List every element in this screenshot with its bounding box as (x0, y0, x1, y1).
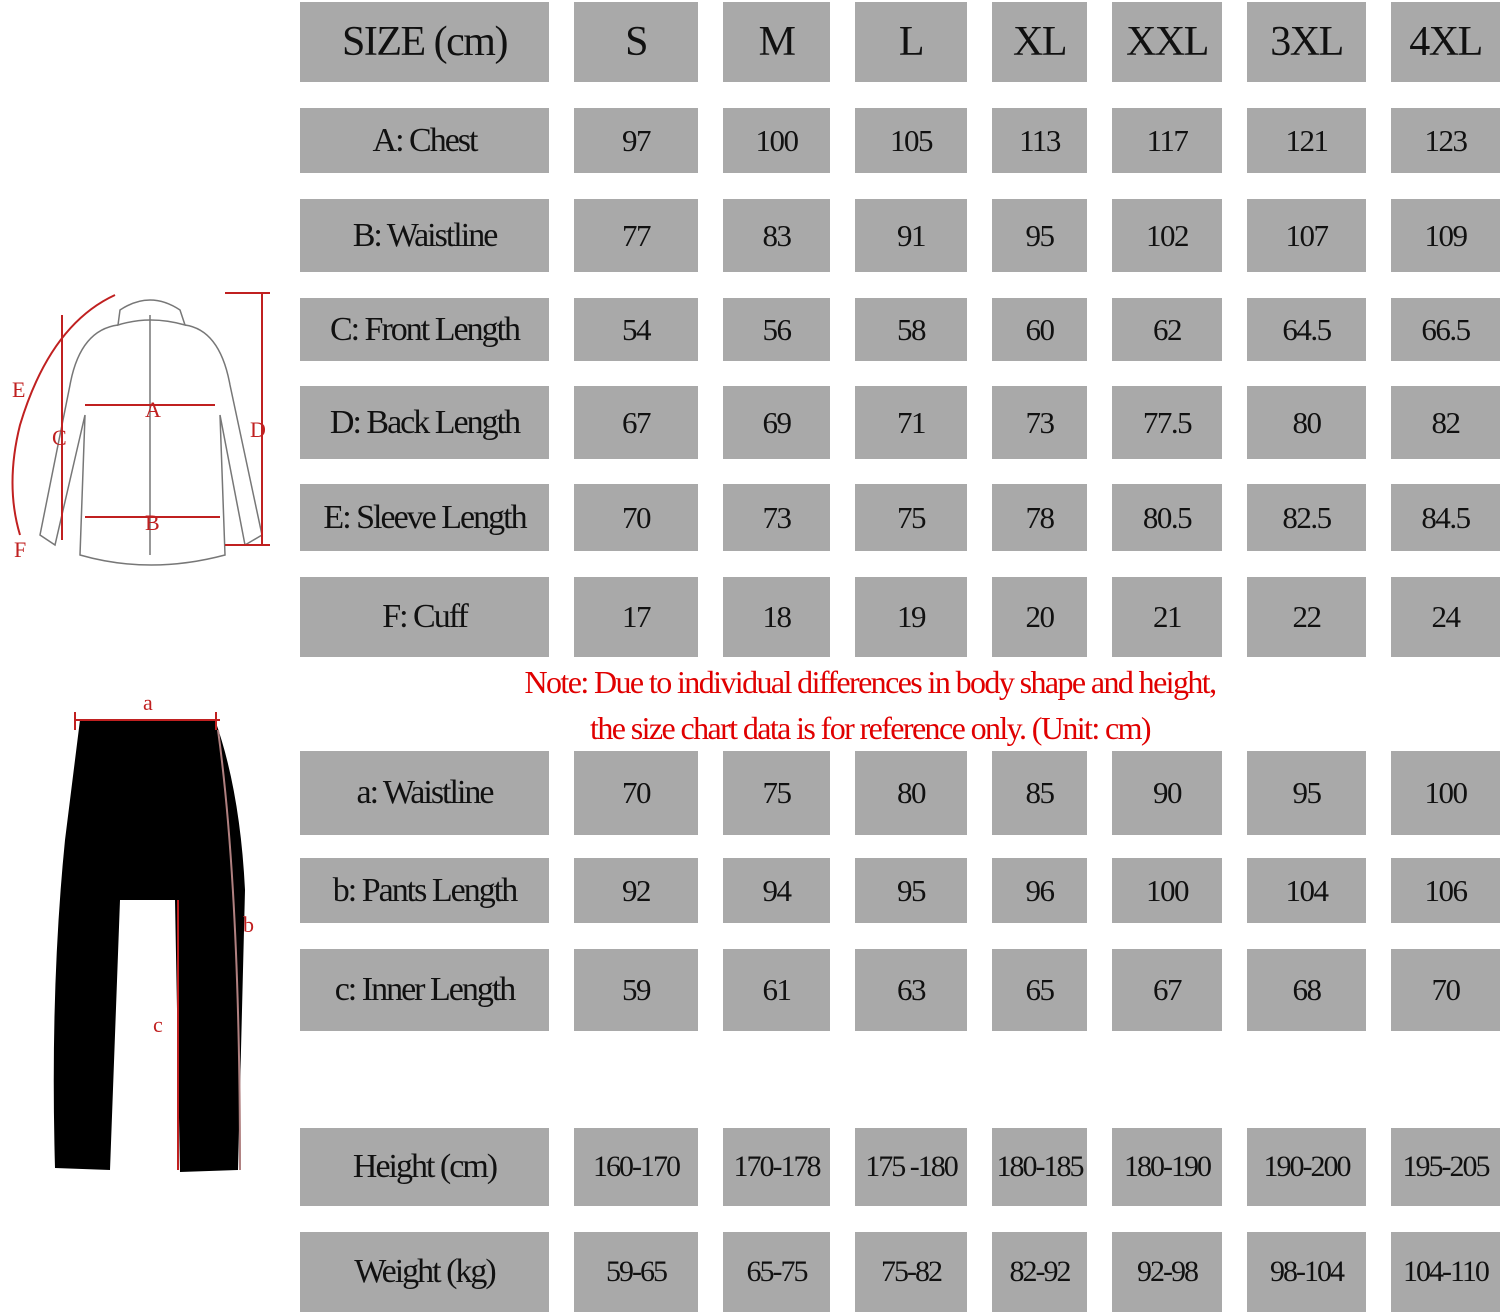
size-value-cell: 70 (574, 751, 698, 835)
size-value-cell: 104-110 (1391, 1232, 1500, 1312)
header-size: XXL (1112, 2, 1222, 82)
header-size: S (574, 2, 698, 82)
row-label: B: Waistline (300, 199, 549, 272)
size-value-cell: 83 (723, 199, 830, 272)
size-value-cell: 92-98 (1112, 1232, 1222, 1312)
row-label: E: Sleeve Length (300, 484, 549, 551)
marker-a: a (143, 690, 153, 715)
size-value-cell: 75-82 (855, 1232, 967, 1312)
size-value-cell: 75 (855, 484, 967, 551)
size-value-cell: 95 (992, 199, 1087, 272)
size-value-cell: 21 (1112, 577, 1222, 657)
row-label: Weight (kg) (300, 1232, 549, 1312)
size-value-cell: 96 (992, 858, 1087, 923)
size-value-cell: 105 (855, 108, 967, 173)
size-value-cell: 102 (1112, 199, 1222, 272)
header-label: SIZE (cm) (300, 2, 549, 82)
size-value-cell: 64.5 (1247, 298, 1366, 361)
size-value-cell: 19 (855, 577, 967, 657)
size-value-cell: 67 (1112, 949, 1222, 1031)
marker-c: c (153, 1012, 163, 1037)
row-label: D: Back Length (300, 386, 549, 459)
size-value-cell: 58 (855, 298, 967, 361)
row-label: b: Pants Length (300, 858, 549, 923)
size-value-cell: 91 (855, 199, 967, 272)
header-size: L (855, 2, 967, 82)
size-value-cell: 195-205 (1391, 1128, 1500, 1206)
size-value-cell: 54 (574, 298, 698, 361)
size-value-cell: 71 (855, 386, 967, 459)
size-value-cell: 80.5 (1112, 484, 1222, 551)
size-value-cell: 66.5 (1391, 298, 1500, 361)
size-value-cell: 59-65 (574, 1232, 698, 1312)
marker-C: C (52, 425, 67, 450)
size-value-cell: 98-104 (1247, 1232, 1366, 1312)
marker-b: b (243, 912, 254, 937)
header-size: 4XL (1391, 2, 1500, 82)
marker-D: D (250, 417, 266, 442)
row-label: F: Cuff (300, 577, 549, 657)
size-value-cell: 73 (723, 484, 830, 551)
size-value-cell: 77.5 (1112, 386, 1222, 459)
note-line-1: Note: Due to individual differences in body shape and height, (524, 664, 1216, 700)
size-value-cell: 100 (1112, 858, 1222, 923)
marker-E: E (12, 377, 26, 402)
size-value-cell: 65-75 (723, 1232, 830, 1312)
size-value-cell: 61 (723, 949, 830, 1031)
size-value-cell: 60 (992, 298, 1087, 361)
size-value-cell: 82-92 (992, 1232, 1087, 1312)
size-value-cell: 84.5 (1391, 484, 1500, 551)
size-value-cell: 18 (723, 577, 830, 657)
size-value-cell: 95 (855, 858, 967, 923)
size-value-cell: 95 (1247, 751, 1366, 835)
row-label: Height (cm) (300, 1128, 549, 1206)
size-value-cell: 78 (992, 484, 1087, 551)
row-label: A: Chest (300, 108, 549, 173)
header-size: M (723, 2, 830, 82)
size-value-cell: 75 (723, 751, 830, 835)
note-line-2: the size chart data is for reference only. (Unit: cm) (590, 710, 1150, 746)
size-value-cell: 180-190 (1112, 1128, 1222, 1206)
size-value-cell: 97 (574, 108, 698, 173)
size-value-cell: 82.5 (1247, 484, 1366, 551)
size-value-cell: 24 (1391, 577, 1500, 657)
size-value-cell: 62 (1112, 298, 1222, 361)
row-label: C: Front Length (300, 298, 549, 361)
size-value-cell: 94 (723, 858, 830, 923)
size-value-cell: 85 (992, 751, 1087, 835)
size-value-cell: 80 (1247, 386, 1366, 459)
jersey-diagram (0, 285, 300, 575)
size-value-cell: 123 (1391, 108, 1500, 173)
row-label: a: Waistline (300, 751, 549, 835)
marker-B: B (145, 510, 160, 535)
size-value-cell: 113 (992, 108, 1087, 173)
size-value-cell: 56 (723, 298, 830, 361)
size-value-cell: 73 (992, 386, 1087, 459)
size-value-cell: 80 (855, 751, 967, 835)
size-value-cell: 100 (1391, 751, 1500, 835)
size-value-cell: 17 (574, 577, 698, 657)
size-value-cell: 106 (1391, 858, 1500, 923)
size-value-cell: 77 (574, 199, 698, 272)
size-value-cell: 92 (574, 858, 698, 923)
size-value-cell: 67 (574, 386, 698, 459)
size-value-cell: 65 (992, 949, 1087, 1031)
size-value-cell: 82 (1391, 386, 1500, 459)
pants-diagram (40, 690, 270, 1180)
size-value-cell: 180-185 (992, 1128, 1087, 1206)
marker-A: A (145, 397, 161, 422)
size-value-cell: 117 (1112, 108, 1222, 173)
marker-F: F (14, 537, 27, 562)
size-value-cell: 107 (1247, 199, 1366, 272)
size-value-cell: 175 -180 (855, 1128, 967, 1206)
size-value-cell: 69 (723, 386, 830, 459)
size-value-cell: 70 (574, 484, 698, 551)
size-value-cell: 63 (855, 949, 967, 1031)
size-value-cell: 104 (1247, 858, 1366, 923)
size-value-cell: 109 (1391, 199, 1500, 272)
row-label: c: Inner Length (300, 949, 549, 1031)
size-value-cell: 68 (1247, 949, 1366, 1031)
header-size: XL (992, 2, 1087, 82)
size-value-cell: 20 (992, 577, 1087, 657)
size-value-cell: 100 (723, 108, 830, 173)
size-value-cell: 70 (1391, 949, 1500, 1031)
size-value-cell: 59 (574, 949, 698, 1031)
size-value-cell: 121 (1247, 108, 1366, 173)
size-value-cell: 160-170 (574, 1128, 698, 1206)
size-value-cell: 190-200 (1247, 1128, 1366, 1206)
header-size: 3XL (1247, 2, 1366, 82)
size-value-cell: 22 (1247, 577, 1366, 657)
size-value-cell: 170-178 (723, 1128, 830, 1206)
size-value-cell: 90 (1112, 751, 1222, 835)
